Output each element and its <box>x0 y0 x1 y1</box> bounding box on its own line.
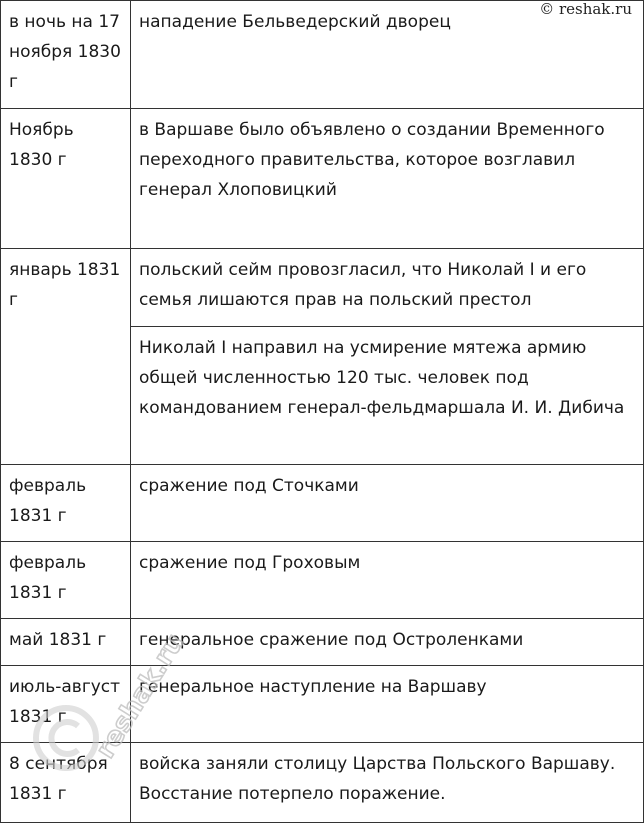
table-row <box>1 666 644 743</box>
date-cell: Ноябрь 1830 г <box>1 109 131 249</box>
table-row <box>1 542 644 619</box>
watermark-text: reshak.ru <box>90 628 191 764</box>
date-cell: май 1831 г <box>1 619 131 666</box>
table-row <box>1 249 644 327</box>
event-cell: сражение под Гроховым <box>131 542 644 619</box>
event-cell: войска заняли столицу Царства Польского Варшаву. Восстание потерпело поражение. <box>131 743 644 823</box>
event-cell: генеральное наступление на Варшаву <box>131 666 644 743</box>
date-cell: 8 сентября 1831 г <box>1 743 131 823</box>
table-row <box>1 743 644 823</box>
event-cell: в Варшаве было объявлено о создании Временного переходного правительства, которое возглавил генерал Хлоповицкий <box>131 109 644 249</box>
event-cell: сражение под Сточками <box>131 465 644 542</box>
date-cell: июль-август 1831 г <box>1 666 131 743</box>
table-row <box>1 109 644 249</box>
date-cell: в ночь на 17 ноября 1830 г <box>1 1 131 109</box>
event-cell: Николай I направил на усмирение мятежа армию общей численностью 120 тыс. человек под командованием генерал-фельдмаршала И. И. Дибича <box>131 327 644 465</box>
event-cell: генеральное сражение под Остроленками <box>131 619 644 666</box>
date-cell: январь 1831 г <box>1 249 131 465</box>
date-cell: февраль 1831 г <box>1 542 131 619</box>
table-row <box>1 619 644 666</box>
event-cell: польский сейм провозгласил, что Николай I и его семья лишаются прав на польский престол <box>131 249 644 327</box>
table-row <box>1 1 644 109</box>
copyright-label: © reshak.ru <box>539 0 632 18</box>
date-cell: февраль 1831 г <box>1 465 131 542</box>
event-cell: нападение Бельведерский дворец <box>131 1 644 109</box>
table-row <box>1 465 644 542</box>
